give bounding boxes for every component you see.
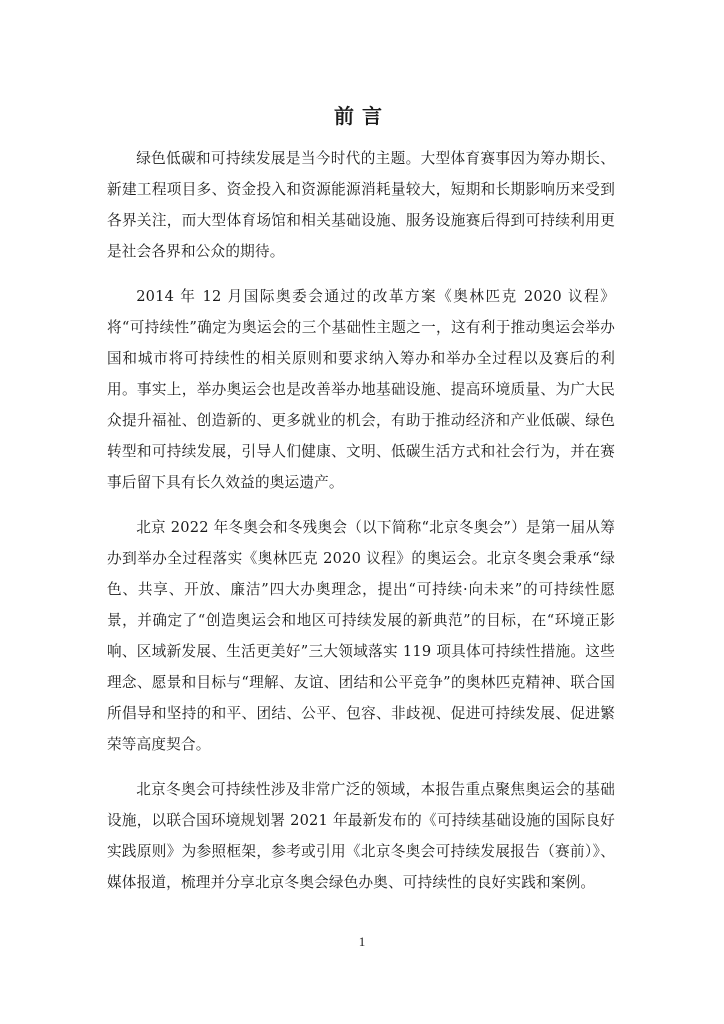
page-number: 1 [358,934,366,949]
paragraph-4: 北京冬奥会可持续性涉及非常广泛的领域，本报告重点聚焦奥运会的基础设施，以联合国环境规划署 2021 年最新发布的《可持续基础设施的国际良好实践原则》为参照框架，参考或引用《北京冬奥会可持续发展报告（赛前）》、媒体报道，梳理并分享北京冬奥会绿色办奥、可持续性的良好实践和案例。 [107,781,615,891]
page-title: 前言 [334,104,390,128]
preface-body [107,143,615,912]
paragraph-3: 北京 2022 年冬奥会和冬残奥会（以下简称“北京冬奥会”）是第一届从筹办到举办全过程落实《奥林匹克 2020 议程》的奥运会。北京冬奥会秉承“绿色、共享、开放、廉洁”四大办奥理念，提出“可持续·向未来”的可持续性愿景，并确定了“创造奥运会和地区可持续发展的新典范”的目标，在“环境正影响、区域新发展、生活更美好”三大领域落实 119 项具体可持续性措施。这些理念、愿景和目标与“理解、友谊、团结和公平竞争”的奥林匹克精神、联合国所倡导和坚持的和平、团结、公平、包容、非歧视、促进可持续发展、促进繁荣等高度契合。 [107,519,615,753]
paragraph-1: 绿色低碳和可持续发展是当今时代的主题。大型体育赛事因为筹办期长、新建工程项目多、资金投入和资源能源消耗量较大，短期和长期影响历来受到各界关注，而大型体育场馆和相关基础设施、服务设施赛后得到可持续利用更是社会各界和公众的期待。 [107,150,615,260]
paragraph-2: 2014 年 12 月国际奥委会通过的改革方案《奥林匹克 2020 议程》将“可持续性”确定为奥运会的三个基础性主题之一，这有利于推动奥运会举办国和城市将可持续性的相关原则和要求纳入筹办和举办全过程以及赛后的利用。事实上，举办奥运会也是改善举办地基础设施、提高环境质量、为广大民众提升福祉、创造新的、更多就业的机会，有助于推动经济和产业低碳、绿色转型和可持续发展，引导人们健康、文明、低碳生活方式和社会行为，并在赛事后留下具有长久效益的奥运遗产。 [107,288,615,491]
